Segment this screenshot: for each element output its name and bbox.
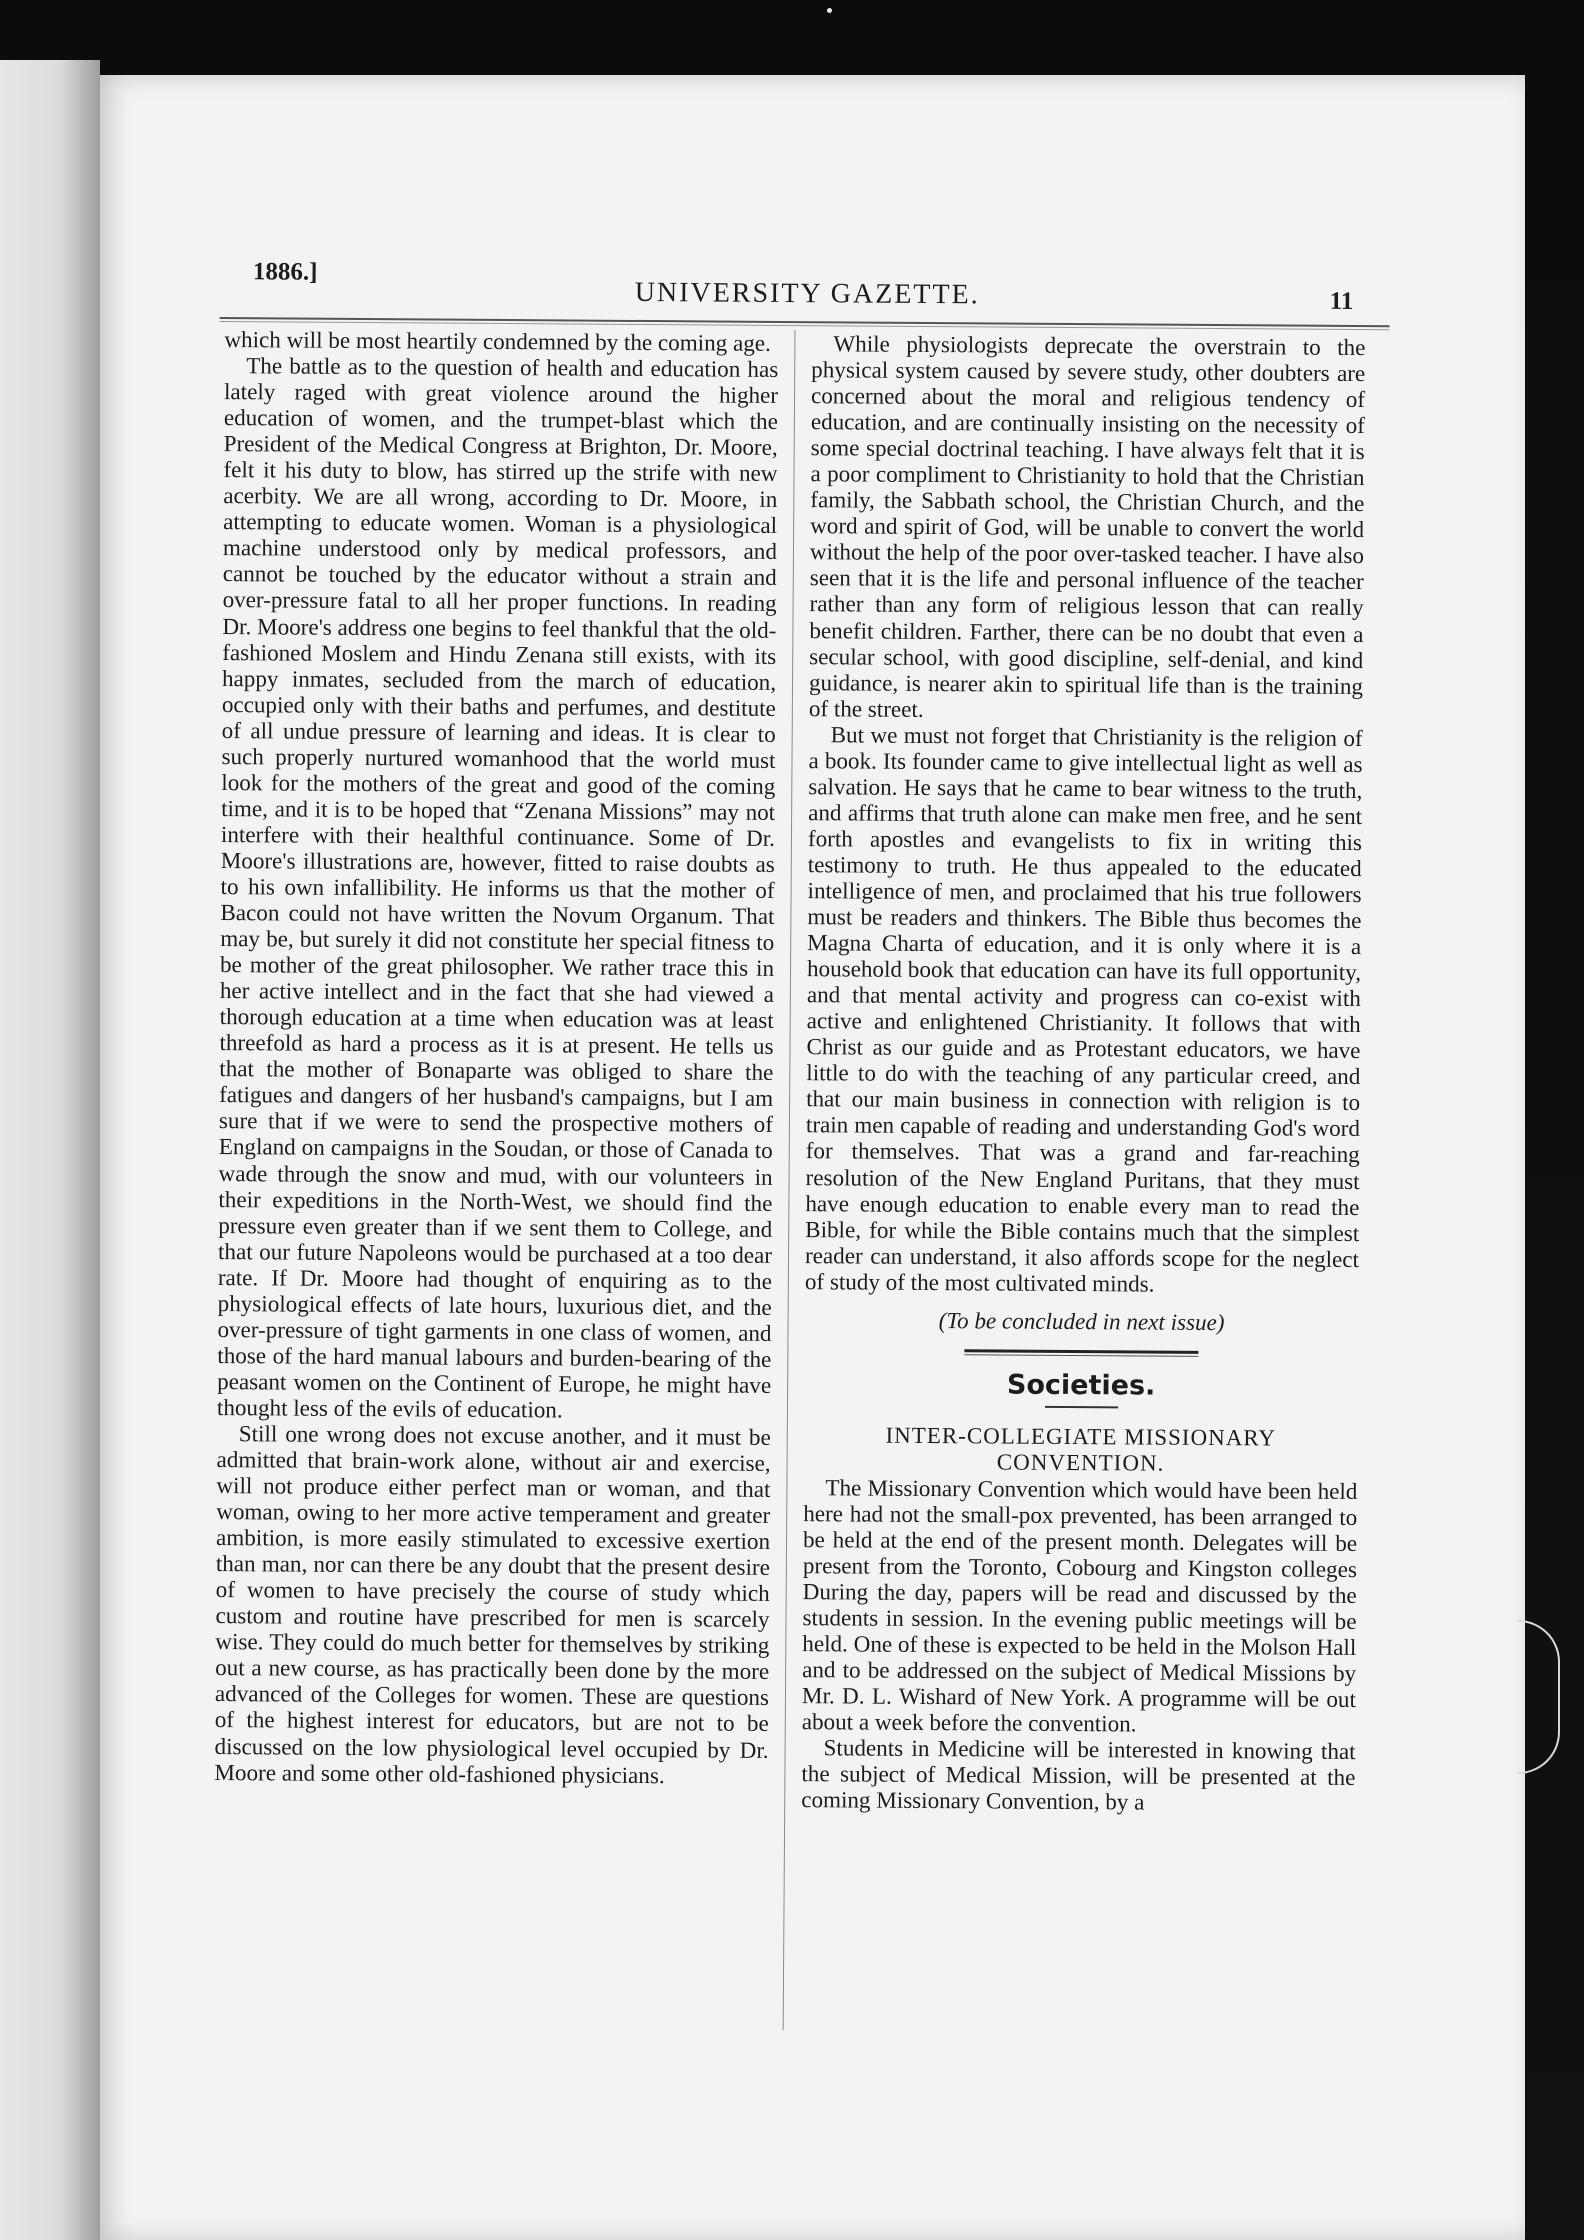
article-heading-line: INTER-COLLEGIATE MISSIONARY — [885, 1422, 1277, 1451]
binding-mark — [1518, 1620, 1560, 1774]
paragraph: While physiologists deprecate the overstrain to the physical system caused by severe study, other doubters are concerned about the moral and religious tendency of education, and are continually insisting on the necessity of some special doctrinal teaching. I have always felt that it is a poor compliment to Christianity to hold that the Christian family, the Sabbath school, the Christian Church, and the word and spirit of God, will be unable to convert the world without the help of the poor over-tasked teacher. I have also seen that it is the life and personal influence of the teacher rather than any form of religious lesson that can really benefit children. Farther, there can be no doubt that even a secular school, with good discipline, self-denial, and kind guidance, is nearer akin to spiritual life than is the training of the street. — [808, 330, 1366, 722]
paragraph: Still one wrong does not excuse another, and it must be admitted that brain-work alone, without air and exercise, will not produce either perfect man or woman, and that woman, owing to her more active temperament and greater ambition, is more easily stimulated to excessive exertion than man, nor can there be any doubt that the present desire of women to have precisely the course of study which custom and routine have prescribed for men is scarcely wise. They could do much better for themselves by striking out a new course, as has practically been done by the more advanced of the Colleges for women. These are questions of the highest interest for educators, but are not to be discussed on the low physiological level occupied by Dr. Moore and some other old-fashioned physicians. — [214, 1420, 771, 1788]
paragraph: The Missionary Convention which would have been held here had not the small-pox prevented, has been arranged to be held at the end of the present month. Delegates will be present from the Toronto, Cobourg and Kingston colleges During the day, papers will be read and discussed by the students in session. In the evening public meetings will be held. One of these is expected to be held in the Molson Hall and to be addressed on the subject of Medical Missions by Mr. D. L. Wishard of New York. A programme will be out about a week before the convention. — [801, 1474, 1358, 1737]
paragraph: Students in Medicine will be interested in knowing that the subject of Medical Mission, will be presented at the coming Missionary Convention, by a — [801, 1734, 1356, 1815]
running-head — [215, 258, 1405, 316]
running-head-title: UNIVERSITY GAZETTE. — [634, 276, 980, 311]
facing-page-edge — [0, 60, 100, 2240]
dust-speck — [827, 8, 832, 13]
paragraph: But we must not forget that Christianity is the religion of a book. Its founder came to give intellectual light as well as salvation. He says that he came to bear witness to the truth, and affirms that truth alone can make men free, and he sent forth apostles and evangelists to fix in writing this testimony to truth. He thus appealed to the educated intelligence of men, and proclaimed that his true followers must be readers and thinkers. The Bible thus becomes the Magna Charta of education, and it is only where it is a household book that education can have its full opportunity, and that mental activity and progress can co-exist with active and enlightened Christianity. It follows that with Christ as our guide and as Protestant educators, we have little to do with the teaching of any particular creed, and that our main business in connection with religion is to train men capable of reading and understanding God's word for themselves. That was a grand and far-reaching resolution of the New England Puritans, that they must have enough education to enable every man to read the Bible, for while the Bible contains much that the simplest reader can understand, it also affords scope for the neglect of study of the most cultivated minds. — [804, 721, 1363, 1297]
page-number: 11 — [1329, 287, 1354, 315]
paragraph: The battle as to the question of health and education has lately raged with great violence around the higher education of women, and the trumpet-blast which the President of the Medical Congress at Brighton, Dr. Moore, felt it his duty to blow, has stirred up the strife with new acerbity. We are all wrong, according to Dr. Moore, in attempting to educate women. Woman is a physiological machine understood only by medical professors, and cannot be touched by the educator without a strain and over-pressure fatal to all her proper functions. In reading Dr. Moore's address one begins to feel thankful that the old-fashioned Moslem and Hindu Zenana still exists, with its happy inmates, secluded from the march of education, occupied only with their baths and perfumes, and destitute of all undue pressure of learning and ideas. It is clear to such properly nurtured womanhood that the world must look for the mothers of the great and good of the coming time, and it is to be hoped that “Zenana Missions” may not interfere with their healthful continuance. Some of Dr. Moore's illustrations are, however, fitted to raise doubts as to his own infallibility. He informs us that the mother of Bacon could not have written the Novum Organum. That may be, but surely it did not constitute her special fitness to be mother of the great philosopher. We rather trace this in her active intellect and in the fact that she had viewed a thorough education at a time when education was at least threefold as hard a process as it is at present. He tells us that the mother of Bonaparte was obliged to share the fatigues and dangers of her husband's campaigns, but I am sure that if we were to send the prospective mothers of England on campaigns in the Soudan, or those of Canada to wade through the snow and mud, with our volunteers in their expeditions in the North-West, we should find the pressure even greater than if we sent them to College, and that our future Napoleons would be purchased at a too dear rate. If Dr. Moore had thought of enquiring as to the physiological effects of late hours, luxurious diet, and the over-pressure of tight garments in one class of women, and those of the hard manual labours and burden-bearing of the peasant women on the Continent of Europe, he might have thought less of the evils of education. — [216, 352, 779, 1423]
column-divider — [783, 330, 796, 2030]
section-rule — [964, 1349, 1198, 1357]
section-underline — [1044, 1406, 1117, 1409]
page-content — [203, 258, 1405, 2056]
left-column — [214, 326, 778, 1788]
running-head-year: 1886.] — [252, 258, 318, 286]
article-heading — [804, 1422, 1358, 1478]
paragraph: which will be most heartily condemned by the coming age. — [224, 326, 771, 356]
section-heading: Societies. — [1006, 1369, 1156, 1402]
article-heading-line: CONVENTION. — [996, 1449, 1165, 1476]
continuation-note: (To be concluded in next issue) — [938, 1306, 1225, 1335]
right-column — [801, 330, 1365, 1816]
